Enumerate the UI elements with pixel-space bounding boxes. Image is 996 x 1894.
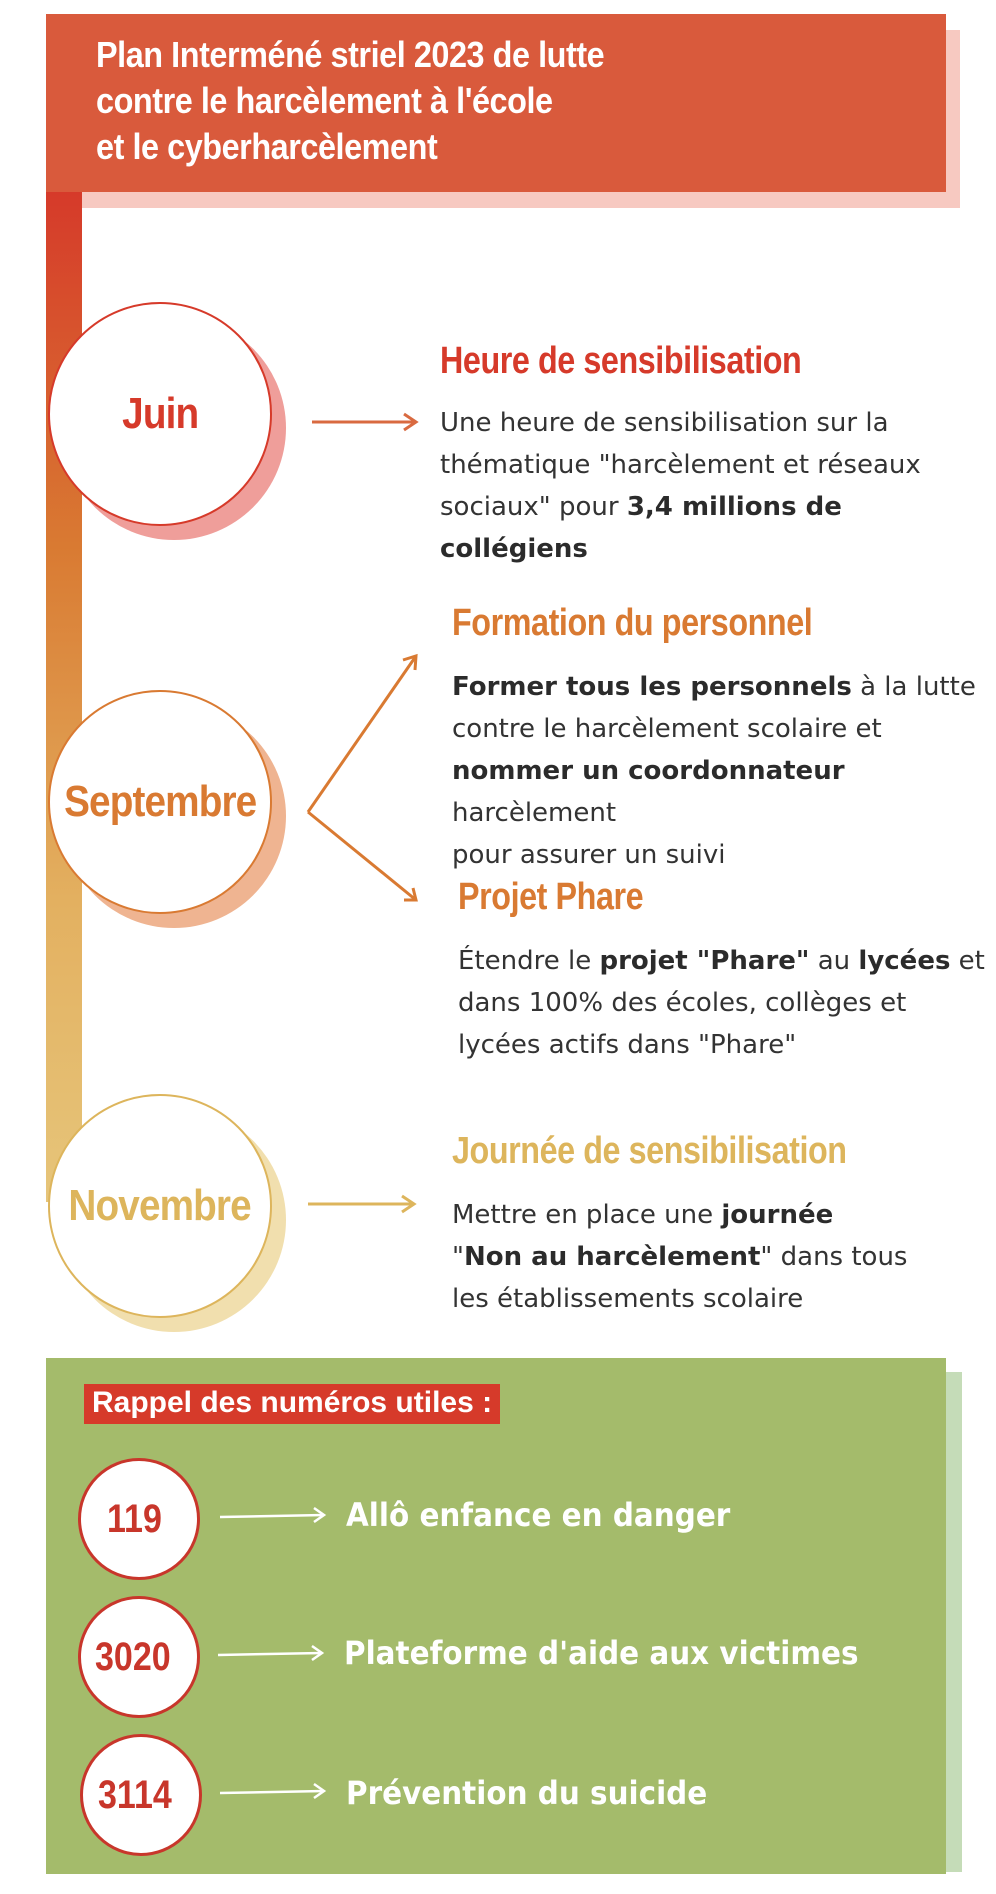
branch-arrow-icon — [300, 648, 430, 908]
page-title: Plan Interméné striel 2023 de lutte contre le harcèlement à l'école et le cyberharcèlement — [96, 34, 605, 167]
month-label: Novembre — [68, 1181, 252, 1230]
circle — [48, 690, 272, 914]
number-circle — [78, 1458, 200, 1580]
number-label: Prévention du suicide — [346, 1774, 708, 1812]
body-text-run: et dans 100% des écoles, collèges et lycées actifs dans "Phare" — [458, 946, 985, 1060]
section-heading: Heure de sensibilisation — [440, 340, 802, 382]
phone-number[interactable]: 3020 — [94, 1634, 171, 1679]
arrow-right-icon — [220, 1507, 330, 1527]
circle — [48, 1094, 272, 1318]
number-label: Plateforme d'aide aux victimes — [344, 1634, 859, 1672]
arrow-right-icon — [308, 1192, 418, 1216]
section-heading: Projet Phare — [458, 876, 644, 918]
number-row-3114 — [80, 1734, 202, 1856]
emphasis-text: Former tous les personnels — [452, 672, 852, 702]
body-text-run: à la lutte contre le harcèlement scolaire et — [452, 672, 976, 744]
arrow-right-icon — [312, 410, 422, 434]
emphasis-text: Non au harcèlement — [463, 1242, 761, 1272]
month-circle-septembre — [48, 690, 272, 914]
body-text-run: Une heure de sensibilisation sur la thématique "harcèlement et réseaux sociaux" pour — [440, 408, 921, 522]
month-circle-novembre — [48, 1094, 272, 1318]
section-body — [452, 666, 996, 876]
number-row-3020 — [78, 1596, 200, 1718]
emphasis-text: nommer un coordonnateur — [452, 756, 845, 786]
number-label: Allô enfance en danger — [346, 1496, 731, 1534]
emphasis-text: journée — [721, 1200, 834, 1230]
phone-number[interactable]: 119 — [106, 1496, 162, 1541]
number-circle — [78, 1596, 200, 1718]
arrow-right-icon — [220, 1783, 330, 1803]
phone-number[interactable]: 3114 — [97, 1772, 172, 1817]
emphasis-text: 3,4 millions de collégiens — [440, 492, 842, 564]
emphasis-text: lycées — [858, 946, 951, 976]
panel-title: Rappel des numéros utiles : — [84, 1384, 500, 1424]
body-text-run: au — [809, 946, 859, 976]
body-text-run: " dans tous les établissements scolaire — [452, 1242, 908, 1314]
body-text-run: Étendre le — [458, 946, 600, 976]
number-row-119 — [78, 1458, 200, 1580]
emphasis-text: projet "Phare" — [599, 946, 810, 976]
month-label: Juin — [121, 389, 199, 438]
section-body — [440, 402, 996, 570]
body-text-run: Mettre en place une — [452, 1200, 722, 1230]
arrow-right-icon — [218, 1645, 328, 1665]
section-body — [458, 940, 985, 1066]
number-circle — [80, 1734, 202, 1856]
section-heading: Journée de sensibilisation — [452, 1130, 847, 1172]
body-text-run: " — [452, 1242, 464, 1272]
section-body — [452, 1194, 907, 1320]
month-circle-juin — [48, 302, 272, 526]
month-label: Septembre — [63, 777, 257, 826]
body-text-run: harcèlement pour assurer un suivi — [452, 798, 726, 870]
section-heading: Formation du personnel — [452, 602, 813, 644]
circle — [48, 302, 272, 526]
